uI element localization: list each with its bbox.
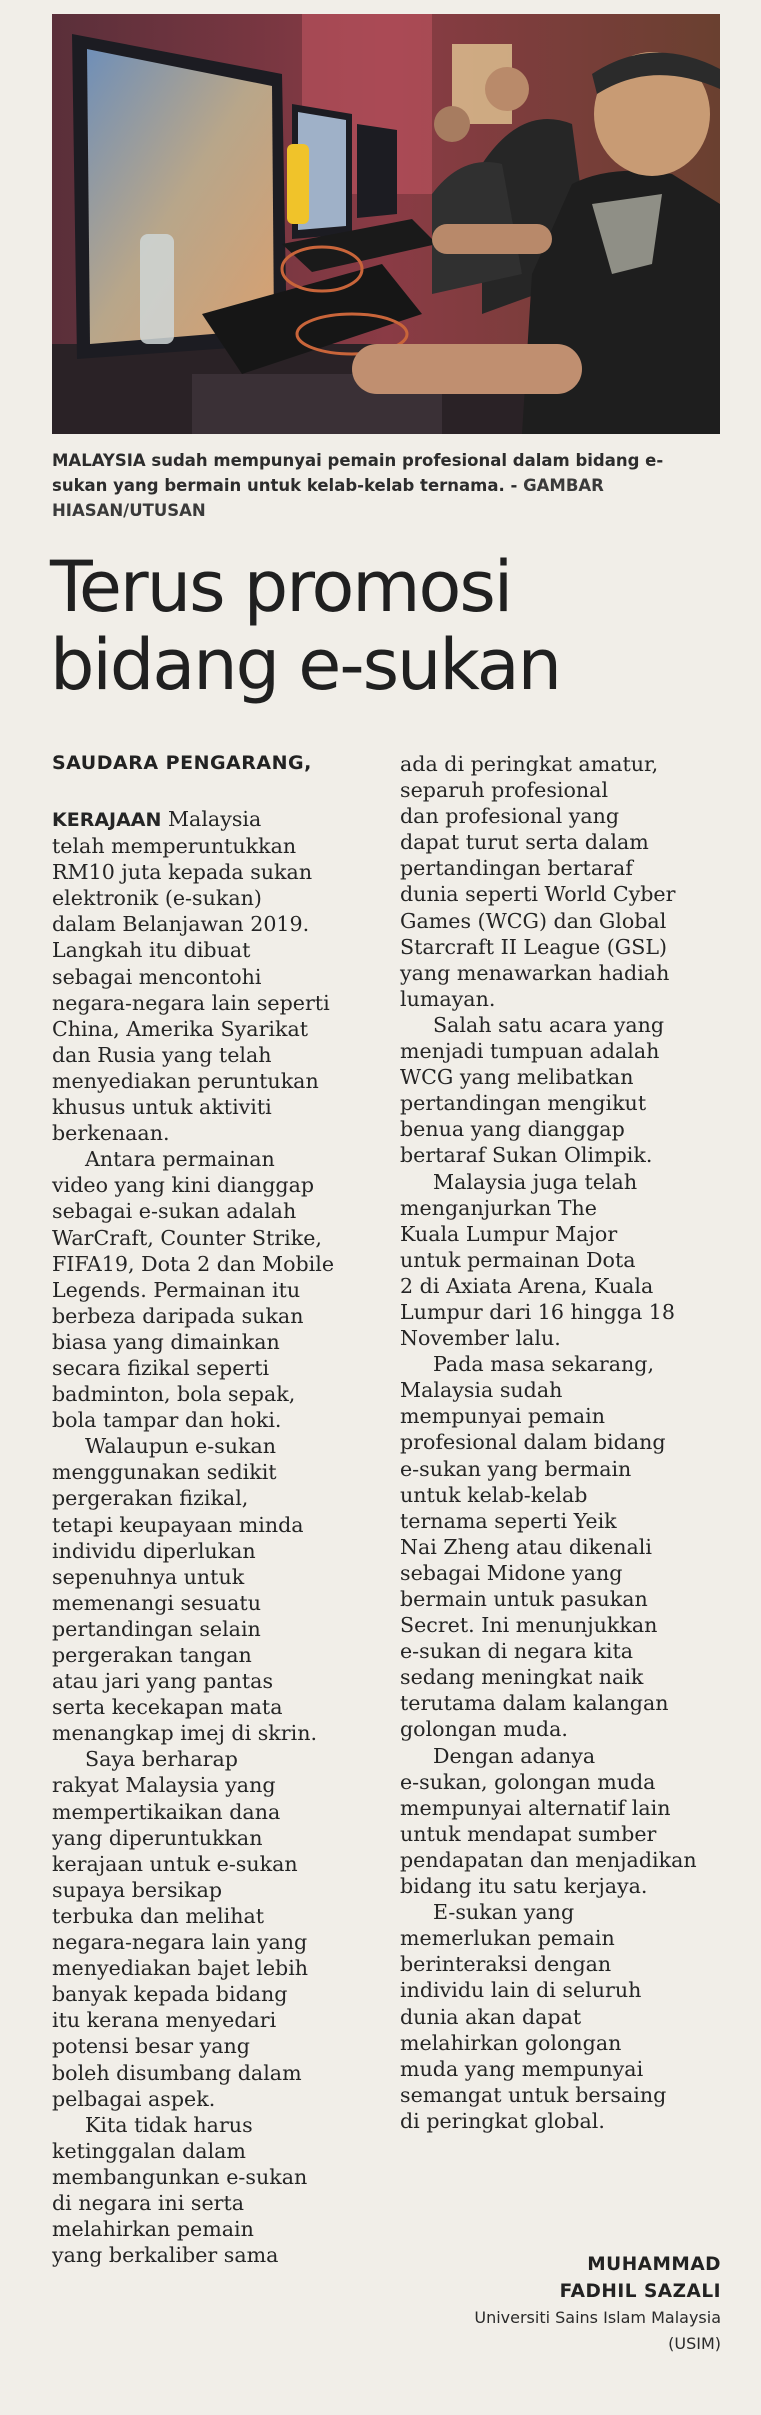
text-line: muda yang mempunyai	[400, 2056, 644, 2081]
text-line: dunia akan dapat	[400, 2004, 582, 2029]
text-line: FIFA19, Dota 2 dan Mobile	[52, 1251, 335, 1276]
text-line: profesional dalam bidang	[400, 1430, 666, 1455]
text-line: Kita tidak harus	[85, 2112, 253, 2137]
text-line: mempertikaikan dana	[52, 1799, 281, 1824]
text-line: China, Amerika Syarikat	[52, 1016, 309, 1041]
text-line: yang diperuntukkan	[52, 1825, 263, 1850]
text-line: supaya bersikap	[52, 1877, 223, 1902]
paragraph	[400, 1351, 730, 1742]
text-line: memenangi sesuatu	[52, 1590, 261, 1615]
caption-lead: MALAYSIA	[52, 451, 146, 470]
text-line: Dengan adanya	[433, 1743, 596, 1768]
author-name-line-2: FADHIL SAZALI	[559, 2281, 721, 2302]
text-line: banyak kepada bidang	[52, 1982, 288, 2007]
text-line: untuk permainan Dota	[400, 1247, 636, 1272]
text-line: 2 di Axiata Arena, Kuala	[400, 1273, 654, 1298]
text-line: lumayan.	[400, 986, 496, 1011]
text-line: di negara ini serta	[52, 2190, 245, 2215]
text-line: pertandingan mengikut	[400, 1091, 647, 1116]
text-line: individu lain di seluruh	[400, 1978, 642, 2003]
text-line: Walaupun e-sukan	[85, 1434, 277, 1459]
text-line: negara-negara lain seperti	[52, 990, 330, 1015]
text-line: itu kerana menyedari	[52, 2008, 277, 2033]
text-line: terbuka dan melihat	[52, 1903, 265, 1928]
text-line: dalam Belanjawan 2019.	[52, 912, 310, 937]
text-line: Kuala Lumpur Major	[400, 1221, 618, 1246]
text-line: golongan muda.	[400, 1717, 568, 1742]
headline-line-1: Terus promosi	[50, 546, 512, 628]
text-line: November lalu.	[400, 1326, 561, 1351]
text-line: sepenuhnya untuk	[52, 1564, 245, 1589]
paragraph	[52, 1146, 382, 1433]
text-line: membangunkan e-sukan	[52, 2164, 308, 2189]
text-line: negara-negara lain yang	[52, 1930, 308, 1955]
text-line: Legends. Permainan itu	[52, 1277, 301, 1302]
text-line: dunia seperti World Cyber	[400, 882, 676, 907]
text-line: Games (WCG) dan Global	[400, 908, 667, 933]
text-line: bidang itu satu kerjaya.	[400, 1874, 648, 1899]
text-line	[52, 806, 382, 833]
text-line: memerlukan pemain	[400, 1926, 615, 1951]
text-line: WarCraft, Counter Strike,	[52, 1225, 322, 1250]
text-line: yang berkaliber sama	[52, 2243, 279, 2268]
text-line: bermain untuk pasukan	[400, 1587, 648, 1611]
text-line: melahirkan pemain	[52, 2217, 254, 2242]
text-line: sebagai mencontohi	[52, 964, 262, 989]
text-line: Lumpur dari 16 hingga 18	[400, 1299, 675, 1324]
text-line: berbeza daripada sukan	[52, 1303, 304, 1328]
text-line: Malaysia juga telah	[433, 1169, 638, 1194]
text-line: dapat turut serta dalam	[400, 830, 649, 855]
article-headline	[50, 548, 710, 704]
author-affiliation-line-1: Universiti Sains Islam Malaysia	[474, 2308, 721, 2327]
text-line: WCG yang melibatkan	[400, 1065, 634, 1090]
text-line: badminton, bola sepak,	[52, 1382, 296, 1407]
text-line: e-sukan, golongan muda	[400, 1769, 656, 1794]
text-line: mempunyai alternatif lain	[400, 1795, 671, 1820]
text-line: secara fizikal seperti	[52, 1355, 270, 1380]
text-line: pendapatan dan menjadikan	[400, 1847, 697, 1872]
text-line-tail: Malaysia	[161, 807, 262, 831]
text-line: individu diperlukan	[52, 1538, 256, 1563]
text-line: e-sukan yang bermain	[400, 1456, 632, 1481]
text-line: e-sukan di negara kita	[400, 1639, 634, 1664]
text-line: separuh profesional	[400, 778, 609, 803]
caption-credit: GAMBAR HIASAN/UTUSAN	[52, 476, 604, 520]
photo-caption	[52, 448, 712, 523]
text-line: pergerakan tangan	[52, 1643, 252, 1667]
headline-line-2: bidang e-sukan	[50, 624, 560, 706]
text-line: khusus untuk aktiviti	[52, 1095, 272, 1120]
text-line: potensi besar yang	[52, 2034, 250, 2059]
text-line: E-sukan yang	[433, 1900, 575, 1925]
text-line: di peringkat global.	[400, 2108, 605, 2133]
paragraph	[400, 1012, 730, 1169]
text-line: elektronik (e-sukan)	[52, 886, 262, 911]
text-line: semangat untuk bersaing	[400, 2082, 667, 2107]
text-line: Pada masa sekarang,	[433, 1352, 655, 1377]
text-line: rakyat Malaysia yang	[52, 1773, 276, 1798]
text-line: pergerakan fizikal,	[52, 1486, 249, 1511]
text-line: benua yang dianggap	[400, 1117, 625, 1142]
article-column-left	[52, 806, 382, 2268]
text-line: pertandingan selain	[52, 1616, 261, 1641]
text-line: boleh disumbang dalam	[52, 2060, 302, 2085]
salutation: SAUDARA PENGARANG,	[52, 752, 312, 774]
gaming-photo-illustration	[52, 14, 720, 434]
text-line: kerajaan untuk e-sukan	[52, 1851, 298, 1876]
text-line: dan Rusia yang telah	[52, 1042, 272, 1067]
text-line: ketinggalan dalam	[52, 2138, 246, 2163]
text-line: video yang kini dianggap	[52, 1173, 315, 1198]
text-line: pelbagai aspek.	[52, 2086, 216, 2111]
text-line: yang menawarkan hadiah	[400, 960, 670, 985]
text-line: berkenaan.	[52, 1121, 170, 1146]
text-line: tetapi keupayaan minda	[52, 1512, 304, 1537]
text-line: Langkah itu dibuat	[52, 938, 251, 963]
text-line: bola tampar dan hoki.	[52, 1408, 282, 1433]
paragraph	[52, 806, 382, 1146]
author-affiliation-line-2: (USIM)	[668, 2334, 721, 2353]
lead-word: KERAJAAN	[52, 809, 162, 831]
text-line: ternama seperti Yeik	[400, 1508, 617, 1533]
text-line: Secret. Ini menunjukkan	[400, 1613, 658, 1638]
text-line: sebagai e-sukan adalah	[52, 1199, 297, 1224]
text-line: menyediakan peruntukan	[52, 1068, 319, 1093]
text-line: biasa yang dimainkan	[52, 1329, 280, 1354]
paragraph	[400, 751, 730, 1012]
text-line: mempunyai pemain	[400, 1404, 606, 1429]
text-line: menangkap imej di skrin.	[52, 1721, 318, 1746]
text-line: RM10 juta kepada sukan	[52, 860, 313, 885]
text-line: melahirkan golongan	[400, 2030, 622, 2055]
text-line: berinteraksi dengan	[400, 1952, 612, 1977]
paragraph	[52, 2112, 382, 2269]
text-line: menganjurkan The	[400, 1195, 597, 1220]
text-line: terutama dalam kalangan	[400, 1691, 669, 1716]
text-line: telah memperuntukkan	[52, 834, 297, 859]
caption-text: sudah mempunyai pemain profesional dalam bidang e-sukan yang bermain untuk kelab-kelab ternama. -	[52, 451, 664, 495]
text-line: untuk kelab-kelab	[400, 1482, 588, 1507]
author-name-line-1: MUHAMMAD	[587, 2254, 721, 2275]
text-line: atau jari yang pantas	[52, 1669, 274, 1694]
author-signature	[474, 2251, 721, 2357]
paragraph	[400, 1743, 730, 1900]
text-line: sedang meningkat naik	[400, 1665, 644, 1690]
paragraph	[52, 1746, 382, 2111]
paragraph	[400, 1899, 730, 2134]
text-line: sebagai Midone yang	[400, 1560, 623, 1585]
article-photo	[52, 14, 720, 434]
text-line: untuk mendapat sumber	[400, 1821, 657, 1846]
text-line: menggunakan sedikit	[52, 1460, 277, 1485]
text-line: dan profesional yang	[400, 804, 620, 829]
paragraph	[400, 1169, 730, 1352]
text-line: Nai Zheng atau dikenali	[400, 1534, 652, 1559]
text-line: bertaraf Sukan Olimpik.	[400, 1143, 653, 1168]
text-line: Saya berharap	[85, 1747, 238, 1772]
paragraph	[52, 1433, 382, 1746]
text-line: pertandingan bertaraf	[400, 856, 633, 881]
text-line: Antara permainan	[85, 1147, 275, 1172]
text-line: menjadi tumpuan adalah	[400, 1039, 660, 1064]
text-line: serta kecekapan mata	[52, 1695, 283, 1720]
text-line: ada di peringkat amatur,	[400, 752, 659, 776]
text-line: Malaysia sudah	[400, 1378, 563, 1403]
article-column-right	[400, 751, 730, 2134]
text-line: Starcraft II League (GSL)	[400, 934, 668, 959]
text-line: menyediakan bajet lebih	[52, 1956, 309, 1981]
text-line: Salah satu acara yang	[433, 1012, 665, 1037]
